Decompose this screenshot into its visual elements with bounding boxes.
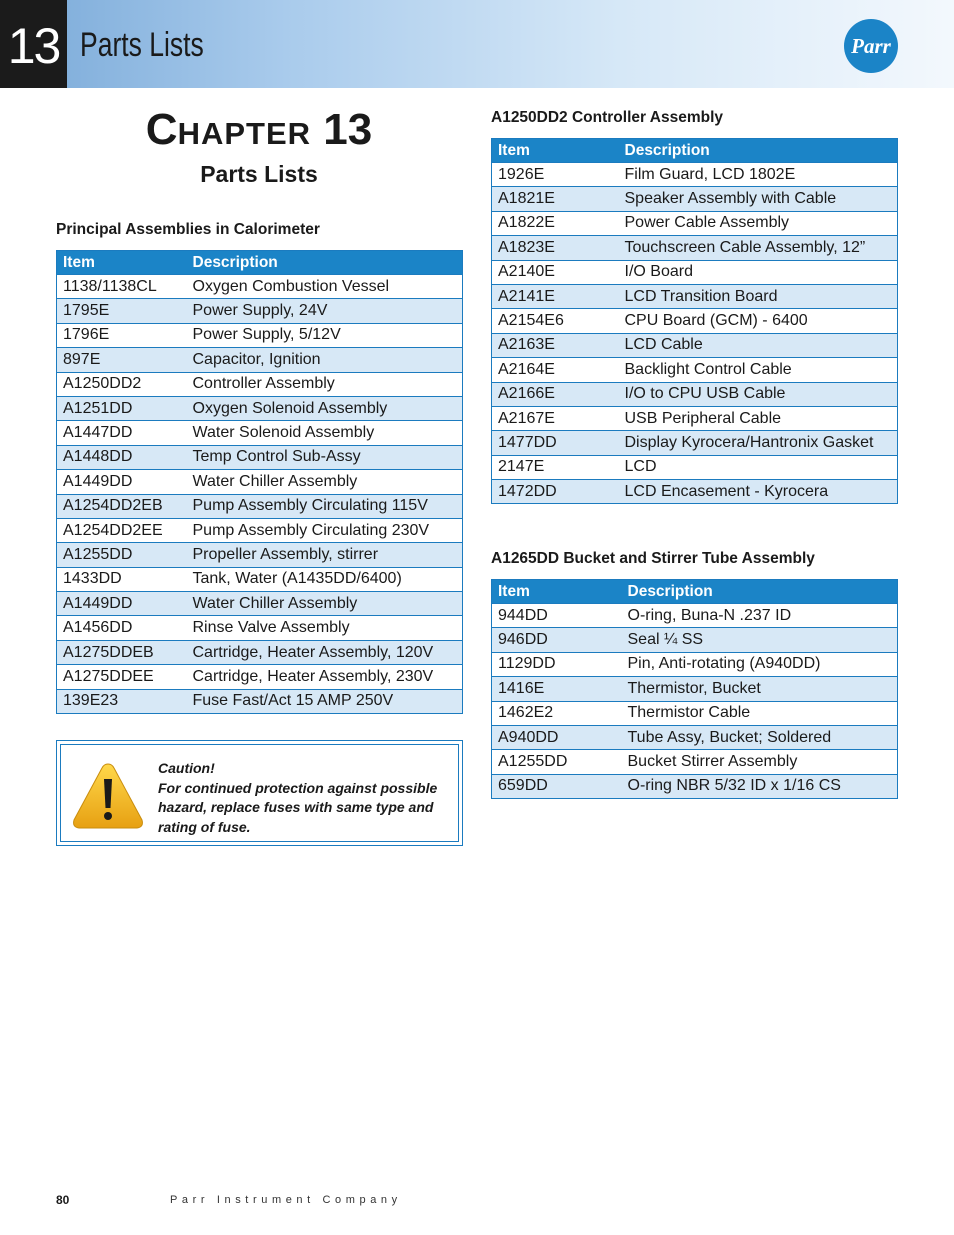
description-cell: Pump Assembly Circulating 115V: [187, 494, 463, 518]
table-row: [492, 604, 898, 628]
description-cell: O-ring NBR 5/32 ID x 1/16 CS: [622, 774, 898, 798]
table-row: [57, 665, 463, 689]
table-row: [57, 640, 463, 664]
caution-line: rating of fuse.: [158, 818, 251, 835]
item-cell: 1138/1138CL: [57, 275, 187, 299]
item-cell: A2140E: [492, 260, 619, 284]
description-cell: I/O to CPU USB Cable: [619, 382, 898, 406]
description-cell: Oxygen Combustion Vessel: [187, 275, 463, 299]
item-cell: 1472DD: [492, 480, 619, 504]
item-cell: 897E: [57, 348, 187, 372]
item-cell: 944DD: [492, 604, 622, 628]
item-cell: A1255DD: [57, 543, 187, 567]
column-header-item: Item: [492, 580, 622, 604]
page-number: 80: [56, 1193, 70, 1207]
description-cell: Water Chiller Assembly: [187, 470, 463, 494]
table-row: [492, 187, 898, 211]
table-row: [57, 470, 463, 494]
item-cell: A1255DD: [492, 750, 622, 774]
column-header-description: Description: [622, 580, 898, 604]
header-title: Parts Lists: [80, 26, 204, 64]
item-cell: A1447DD: [57, 421, 187, 445]
item-cell: 139E23: [57, 689, 187, 713]
description-cell: Tube Assy, Bucket; Soldered: [622, 725, 898, 749]
description-cell: Water Chiller Assembly: [187, 592, 463, 616]
description-cell: LCD Cable: [619, 333, 898, 357]
table-row: [492, 333, 898, 357]
description-cell: Pin, Anti-rotating (A940DD): [622, 652, 898, 676]
description-cell: Seal ¼ SS: [622, 628, 898, 652]
controller-assembly-title: A1250DD2 Controller Assembly: [491, 109, 724, 126]
description-cell: LCD: [619, 455, 898, 479]
table-row: [492, 652, 898, 676]
table-row: [492, 309, 898, 333]
table-row: [57, 445, 463, 469]
principal-assemblies-title: Principal Assemblies in Calorimeter: [56, 221, 320, 238]
description-cell: Water Solenoid Assembly: [187, 421, 463, 445]
item-cell: 1462E2: [492, 701, 622, 725]
column-header-description: Description: [187, 251, 463, 275]
chapter-title: CHAPTER 13: [145, 105, 373, 154]
item-cell: 659DD: [492, 774, 622, 798]
caution-box: [56, 740, 463, 846]
item-cell: A2163E: [492, 333, 619, 357]
description-cell: Controller Assembly: [187, 372, 463, 396]
column-header-item: Item: [57, 251, 187, 275]
table-row: [57, 348, 463, 372]
description-cell: Bucket Stirrer Assembly: [622, 750, 898, 774]
controller-assembly-table: [491, 138, 898, 504]
description-cell: Cartridge, Heater Assembly, 120V: [187, 640, 463, 664]
description-cell: Power Supply, 24V: [187, 299, 463, 323]
item-cell: A1823E: [492, 236, 619, 260]
table-row: [492, 677, 898, 701]
description-cell: Oxygen Solenoid Assembly: [187, 396, 463, 420]
caution-heading: Caution!: [158, 760, 215, 776]
description-cell: Pump Assembly Circulating 230V: [187, 518, 463, 542]
table-row: [492, 750, 898, 774]
table-row: [57, 616, 463, 640]
item-cell: A2154E6: [492, 309, 619, 333]
table-row: [57, 518, 463, 542]
description-cell: USB Peripheral Cable: [619, 406, 898, 430]
description-cell: Fuse Fast/Act 15 AMP 250V: [187, 689, 463, 713]
table-row: [57, 689, 463, 713]
table-row: [492, 725, 898, 749]
bucket-assembly-table: [491, 579, 898, 799]
description-cell: Capacitor, Ignition: [187, 348, 463, 372]
item-cell: A1448DD: [57, 445, 187, 469]
table-row: [57, 396, 463, 420]
table-row: [57, 592, 463, 616]
description-cell: O-ring, Buna-N .237 ID: [622, 604, 898, 628]
table-row: [492, 382, 898, 406]
table-row: [492, 260, 898, 284]
item-cell: A1254DD2EE: [57, 518, 187, 542]
description-cell: Power Cable Assembly: [619, 211, 898, 235]
column-header-item: Item: [492, 139, 619, 163]
table-row: [492, 431, 898, 455]
table-row: [57, 494, 463, 518]
table-row: [492, 406, 898, 430]
principal-assemblies-table: [56, 250, 463, 714]
item-cell: A1250DD2: [57, 372, 187, 396]
table-row: [57, 275, 463, 299]
page-header-band: [0, 0, 954, 88]
item-cell: 1795E: [57, 299, 187, 323]
table-row: [492, 455, 898, 479]
bucket-assembly-title: A1265DD Bucket and Stirrer Tube Assembly: [491, 550, 815, 567]
table-row: [492, 211, 898, 235]
item-cell: 1926E: [492, 163, 619, 187]
item-cell: A2164E: [492, 358, 619, 382]
item-cell: 1796E: [57, 323, 187, 347]
item-cell: 1416E: [492, 677, 622, 701]
item-cell: 2147E: [492, 455, 619, 479]
item-cell: A940DD: [492, 725, 622, 749]
item-cell: 1129DD: [492, 652, 622, 676]
description-cell: I/O Board: [619, 260, 898, 284]
caution-text: [158, 759, 458, 837]
table-row: [57, 323, 463, 347]
item-cell: 1477DD: [492, 431, 619, 455]
item-cell: A1449DD: [57, 592, 187, 616]
description-cell: Speaker Assembly with Cable: [619, 187, 898, 211]
description-cell: Backlight Control Cable: [619, 358, 898, 382]
item-cell: A1275DDEE: [57, 665, 187, 689]
table-row: [57, 567, 463, 591]
footer-company: Parr Instrument Company: [170, 1194, 402, 1206]
chapter-subtitle: Parts Lists: [200, 161, 318, 187]
table-row: [492, 358, 898, 382]
item-cell: A2166E: [492, 382, 619, 406]
item-cell: A1821E: [492, 187, 619, 211]
description-cell: Propeller Assembly, stirrer: [187, 543, 463, 567]
table-row: [492, 163, 898, 187]
item-cell: A1456DD: [57, 616, 187, 640]
caution-line: For continued protection against possible: [158, 779, 438, 796]
column-header-description: Description: [619, 139, 898, 163]
description-cell: LCD Encasement - Kyrocera: [619, 480, 898, 504]
table-row: [492, 701, 898, 725]
description-cell: Power Supply, 5/12V: [187, 323, 463, 347]
item-cell: A1254DD2EB: [57, 494, 187, 518]
warning-icon: [71, 761, 145, 831]
item-cell: 1433DD: [57, 567, 187, 591]
logo-text: Parr: [851, 34, 891, 58]
parr-logo: [843, 18, 899, 74]
description-cell: Tank, Water (A1435DD/6400): [187, 567, 463, 591]
item-cell: A1449DD: [57, 470, 187, 494]
description-cell: Display Kyrocera/Hantronix Gasket: [619, 431, 898, 455]
item-cell: A1275DDEB: [57, 640, 187, 664]
table-row: [57, 543, 463, 567]
table-row: [57, 421, 463, 445]
item-cell: A2141E: [492, 284, 619, 308]
item-cell: 946DD: [492, 628, 622, 652]
chapter-heading: [56, 104, 462, 188]
description-cell: Touchscreen Cable Assembly, 12”: [619, 236, 898, 260]
chapter-number-box: 13: [0, 0, 67, 88]
table-row: [492, 236, 898, 260]
item-cell: A1251DD: [57, 396, 187, 420]
description-cell: Thermistor, Bucket: [622, 677, 898, 701]
table-row: [57, 299, 463, 323]
table-row: [492, 284, 898, 308]
description-cell: Film Guard, LCD 1802E: [619, 163, 898, 187]
description-cell: Thermistor Cable: [622, 701, 898, 725]
description-cell: Rinse Valve Assembly: [187, 616, 463, 640]
item-cell: A2167E: [492, 406, 619, 430]
description-cell: LCD Transition Board: [619, 284, 898, 308]
description-cell: Temp Control Sub-Assy: [187, 445, 463, 469]
description-cell: CPU Board (GCM) - 6400: [619, 309, 898, 333]
table-row: [57, 372, 463, 396]
item-cell: A1822E: [492, 211, 619, 235]
description-cell: Cartridge, Heater Assembly, 230V: [187, 665, 463, 689]
table-row: [492, 480, 898, 504]
table-row: [492, 628, 898, 652]
table-row: [492, 774, 898, 798]
caution-line: hazard, replace fuses with same type and: [158, 799, 434, 815]
